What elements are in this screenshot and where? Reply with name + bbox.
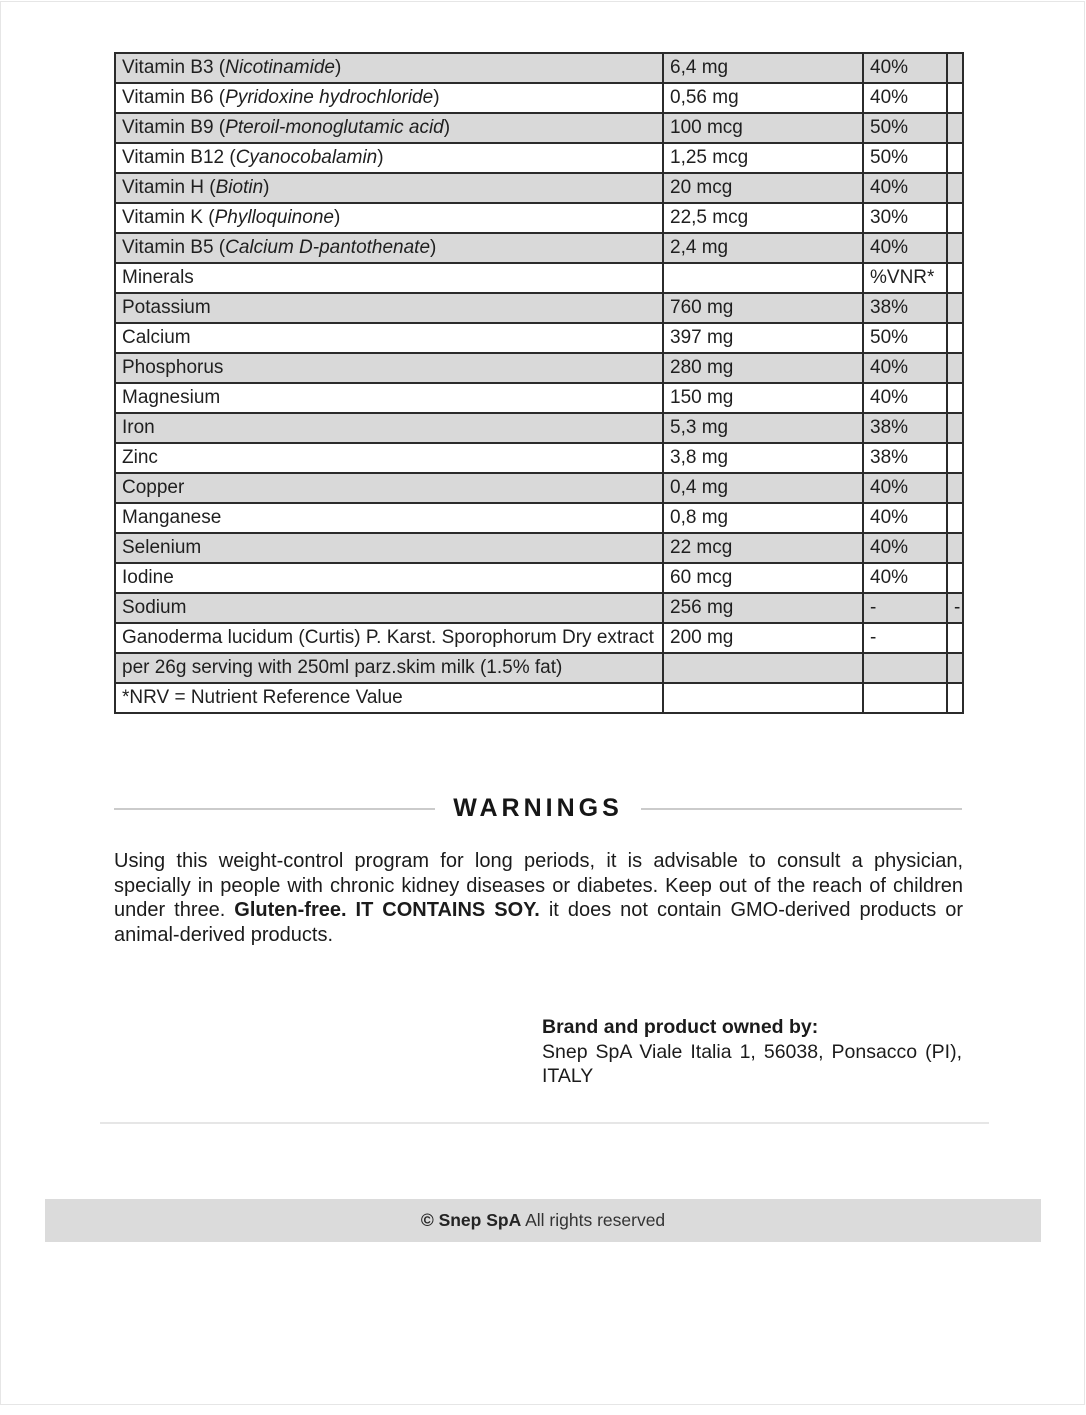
brand-block [542,1015,962,1089]
nrv-percent-cell [863,683,947,713]
table-row [115,293,963,323]
table-row [115,413,963,443]
extra-cell [947,203,963,233]
amount-cell: 760 mg [663,293,863,323]
nutrient-name-cell: Selenium [115,533,663,563]
amount-cell: 1,25 mcg [663,143,863,173]
nrv-percent-cell: 40% [863,53,947,83]
nrv-percent-cell: 38% [863,443,947,473]
extra-cell [947,323,963,353]
amount-cell: 397 mg [663,323,863,353]
nutrient-name-cell: Vitamin K (Phylloquinone) [115,203,663,233]
warnings-paragraph [114,849,963,947]
table-row [115,53,963,83]
nutrient-name-cell: Manganese [115,503,663,533]
nutrient-name-cell: Vitamin H (Biotin) [115,173,663,203]
section-divider [100,1122,989,1124]
nrv-percent-cell: 50% [863,143,947,173]
table-row [115,443,963,473]
amount-cell: 20 mcg [663,173,863,203]
table-row [115,83,963,113]
nrv-percent-cell: 40% [863,83,947,113]
heading-rule-right [641,808,962,810]
brand-address: Snep SpA Viale Italia 1, 56038, Ponsacco (PI), ITALY [542,1040,962,1087]
nutrient-name-cell: Vitamin B5 (Calcium D-pantothenate) [115,233,663,263]
extra-cell [947,443,963,473]
table-row [115,683,963,713]
extra-cell [947,263,963,293]
warnings-text-2: it does not contain GMO-derived products or animal-derived products. [114,899,963,946]
extra-cell [947,143,963,173]
table-row [115,593,963,623]
extra-cell [947,563,963,593]
nrv-percent-cell: 50% [863,323,947,353]
table-row [115,173,963,203]
brand-title: Brand and product owned by: [542,1016,819,1038]
table-row [115,503,963,533]
nutrient-name-cell: Magnesium [115,383,663,413]
amount-cell: 100 mcg [663,113,863,143]
table-row [115,623,963,653]
table-row [115,383,963,413]
extra-cell [947,233,963,263]
table-row [115,563,963,593]
extra-cell [947,173,963,203]
nrv-percent-cell: %VNR* [863,263,947,293]
nrv-percent-cell: 40% [863,533,947,563]
extra-cell [947,383,963,413]
nrv-percent-cell: 40% [863,233,947,263]
nutrient-name-cell: per 26g serving with 250ml parz.skim milk (1.5% fat) [115,653,663,683]
warnings-text-1: Using this weight-control program for long periods, it is advisable to consult a physician, specially in people with chronic kidney diseases or diabetes. Keep out of the reach of children under three. [114,850,963,921]
amount-cell: 280 mg [663,353,863,383]
nutrient-name-cell: Phosphorus [115,353,663,383]
nrv-percent-cell: 40% [863,383,947,413]
nutrient-name-cell: Vitamin B12 (Cyanocobalamin) [115,143,663,173]
extra-cell [947,413,963,443]
nutrition-table-body [115,53,963,713]
warnings-heading [114,794,962,823]
extra-cell [947,683,963,713]
nrv-percent-cell: - [863,623,947,653]
amount-cell: 22 mcg [663,533,863,563]
extra-cell [947,113,963,143]
nrv-percent-cell: - [863,593,947,623]
extra-cell [947,473,963,503]
nutrient-name-cell: Iron [115,413,663,443]
table-row [115,143,963,173]
nutrient-name-cell: Sodium [115,593,663,623]
nrv-percent-cell [863,653,947,683]
amount-cell: 256 mg [663,593,863,623]
amount-cell [663,653,863,683]
table-row [115,263,963,293]
nutrient-name-cell: Iodine [115,563,663,593]
nrv-percent-cell: 50% [863,113,947,143]
nutrient-name-cell: Vitamin B6 (Pyridoxine hydrochloride) [115,83,663,113]
amount-cell: 5,3 mg [663,413,863,443]
nutrient-name-cell: Vitamin B9 (Pteroil-monoglutamic acid) [115,113,663,143]
nrv-percent-cell: 40% [863,503,947,533]
amount-cell: 6,4 mg [663,53,863,83]
table-row [115,473,963,503]
extra-cell [947,653,963,683]
extra-cell: - [947,593,963,623]
nrv-percent-cell: 40% [863,563,947,593]
heading-rule-left [114,808,435,810]
nrv-percent-cell: 40% [863,173,947,203]
nrv-percent-cell: 38% [863,293,947,323]
amount-cell: 22,5 mcg [663,203,863,233]
nutrient-name-cell: Minerals [115,263,663,293]
nutrient-name-cell: Zinc [115,443,663,473]
warnings-text-bold: Gluten-free. IT CONTAINS SOY. [234,899,540,921]
table-row [115,653,963,683]
nutrient-name-cell: Calcium [115,323,663,353]
nrv-percent-cell: 40% [863,473,947,503]
nrv-percent-cell: 40% [863,353,947,383]
nutrient-name-cell: *NRV = Nutrient Reference Value [115,683,663,713]
nrv-percent-cell: 38% [863,413,947,443]
extra-cell [947,83,963,113]
footer-brand-name: © Snep SpA [420,1210,522,1230]
extra-cell [947,53,963,83]
nutrient-name-cell: Vitamin B3 (Nicotinamide) [115,53,663,83]
amount-cell: 2,4 mg [663,233,863,263]
extra-cell [947,533,963,563]
nutrient-name-cell: Potassium [115,293,663,323]
nutrition-table [114,52,964,714]
warnings-title: WARNINGS [453,794,623,822]
nutrient-name-cell: Ganoderma lucidum (Curtis) P. Karst. Sporophorum Dry extract [115,623,663,653]
extra-cell [947,353,963,383]
extra-cell [947,293,963,323]
extra-cell [947,503,963,533]
amount-cell [663,683,863,713]
amount-cell: 150 mg [663,383,863,413]
amount-cell: 3,8 mg [663,443,863,473]
footer-rights-text: All rights reserved [521,1210,666,1230]
amount-cell: 0,4 mg [663,473,863,503]
table-row [115,533,963,563]
amount-cell: 0,8 mg [663,503,863,533]
amount-cell: 60 mcg [663,563,863,593]
amount-cell [663,263,863,293]
table-row [115,353,963,383]
table-row [115,203,963,233]
amount-cell: 0,56 mg [663,83,863,113]
nutrient-name-cell: Copper [115,473,663,503]
footer-copyright [421,1210,665,1231]
nrv-percent-cell: 30% [863,203,947,233]
amount-cell: 200 mg [663,623,863,653]
table-row [115,233,963,263]
footer-bar [45,1199,1041,1242]
table-row [115,323,963,353]
extra-cell [947,623,963,653]
table-row [115,113,963,143]
